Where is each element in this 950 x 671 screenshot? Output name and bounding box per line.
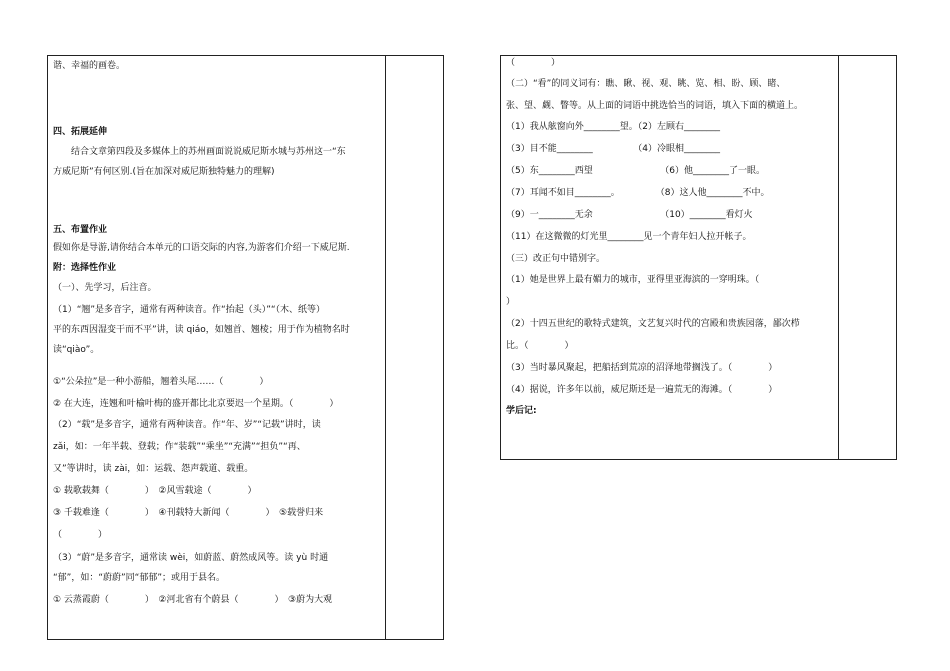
right-lesson-panel bbox=[500, 55, 897, 460]
left-text-line: （3）“蔚”是多音字，通常读 wèi，如蔚蓝、蔚然成风等。读 yù 时通 bbox=[53, 553, 329, 563]
left-text-line: ① 载歌载舞（ ） ②风雪载途（ ） bbox=[53, 486, 257, 496]
left-text-line: 结合文章第四段及多媒体上的苏州画面说说威尼斯水城与苏州这一“东 bbox=[53, 147, 346, 157]
left-text-line: ① 云蒸霞蔚（ ） ②河北省有个蔚县（ ） ③蔚为大观 bbox=[53, 595, 333, 605]
right-text-line: （4）据说，许多年以前，威尼斯还是一遍荒无的海滩。（ ） bbox=[506, 385, 778, 395]
right-text-line: （7）耳闻不如目________。 （8）这人他________不中。 bbox=[506, 188, 770, 198]
left-text-line: 平的东西因湿变干而不平”讲，读 qiáo，如翘首、翘棱；用于作为植物名时 bbox=[53, 325, 350, 335]
left-section-heading: 五、布置作业 bbox=[53, 225, 108, 235]
right-notes-column bbox=[839, 56, 896, 459]
right-text-line: （1）我从舷窗向外________望。（2）左顾右________ bbox=[506, 122, 720, 132]
left-text-line: 又”等讲时，读 zài，如：运载、怨声载道、载重。 bbox=[53, 464, 254, 474]
left-text-line: （2）“载”是多音字，通常有两种读音。作“年、岁”“记载”讲时，读 bbox=[53, 420, 321, 430]
right-text-line: （9）一________无余 （10）________看灯火 bbox=[506, 210, 753, 220]
left-text-line: （一）、先学习，后注音。 bbox=[53, 283, 157, 293]
right-text-line: 张、望、觑、瞥等。从上面的词语中挑选恰当的词语，填入下面的横道上。 bbox=[506, 101, 804, 111]
left-text-line: ② 在大连，连翘和叶榆叶梅的盛开都比北京要迟一个星期。（ ） bbox=[53, 399, 339, 409]
left-notes-column bbox=[386, 56, 443, 639]
left-text-line: ③ 千载难逢（ ） ④刊载特大新闻（ ） ⑤载誉归来 bbox=[53, 508, 324, 518]
left-text-line: “郁”，如：“蔚蔚”同“郁郁”；或用于县名。 bbox=[53, 573, 225, 583]
right-text-line: （3）当时暴风聚起，把船括到荒凉的沼泽地带搁浅了。（ ） bbox=[506, 363, 778, 373]
right-text-line: 比。（ ） bbox=[506, 341, 574, 351]
right-text-line: （11）在这微微的灯光里________见一个青年妇人拉开帐子。 bbox=[506, 232, 752, 242]
left-text-line: （1）“翘”是多音字，通常有两种读音。作“抬起（头）”“（木、纸等） bbox=[53, 305, 326, 315]
left-text-line: 方威尼斯”有何区别.(旨在加深对威尼斯独特魅力的理解) bbox=[53, 167, 275, 177]
left-text-line: 读“qiào”。 bbox=[53, 345, 100, 355]
right-text-line: （二）“看”的同义词有：瞧、瞅、视、观、眺、览、相、盼、顾、睹、 bbox=[506, 79, 786, 89]
right-section-heading: 学后记: bbox=[506, 406, 537, 416]
right-text-line: （三）改正句中错别字。 bbox=[506, 254, 606, 264]
left-text-line: zǎi，如：一年半载、登载；作“装载”“乘坐”“充满”“担负”“再、 bbox=[53, 442, 306, 452]
right-text-line: （5）东________西望 （6）他________了一眼。 bbox=[506, 166, 765, 176]
left-section-heading: 四、拓展延伸 bbox=[53, 127, 108, 137]
left-text-line: 谐、幸福的画卷。 bbox=[53, 61, 126, 71]
right-text-line: （2）十四五世纪的歌特式建筑，文艺复兴时代的宫殿和贵族园落，鄙次栉 bbox=[506, 319, 800, 329]
right-text-line: （ ） bbox=[506, 58, 561, 68]
right-text-line: ） bbox=[506, 297, 516, 307]
left-text-line: ①“公朵拉”是一种小游船，翘着头尾……（ ） bbox=[53, 377, 269, 387]
right-text-line: （1）她是世界上最有媚力的城市，亚得里亚海滨的一穿明珠。（ bbox=[506, 275, 760, 285]
right-content-column bbox=[506, 56, 836, 459]
left-text-line: （ ） bbox=[53, 530, 108, 540]
left-content-column bbox=[53, 56, 383, 639]
right-text-line: （3）目不能________ （4）冷眼相________ bbox=[506, 144, 720, 154]
left-text-line: 假如你是导游,请你结合本单元的口语交际的内容,为游客们介绍一下威尼斯. bbox=[53, 243, 350, 253]
left-lesson-panel bbox=[47, 55, 444, 640]
left-section-heading: 附：选择性作业 bbox=[53, 263, 117, 273]
